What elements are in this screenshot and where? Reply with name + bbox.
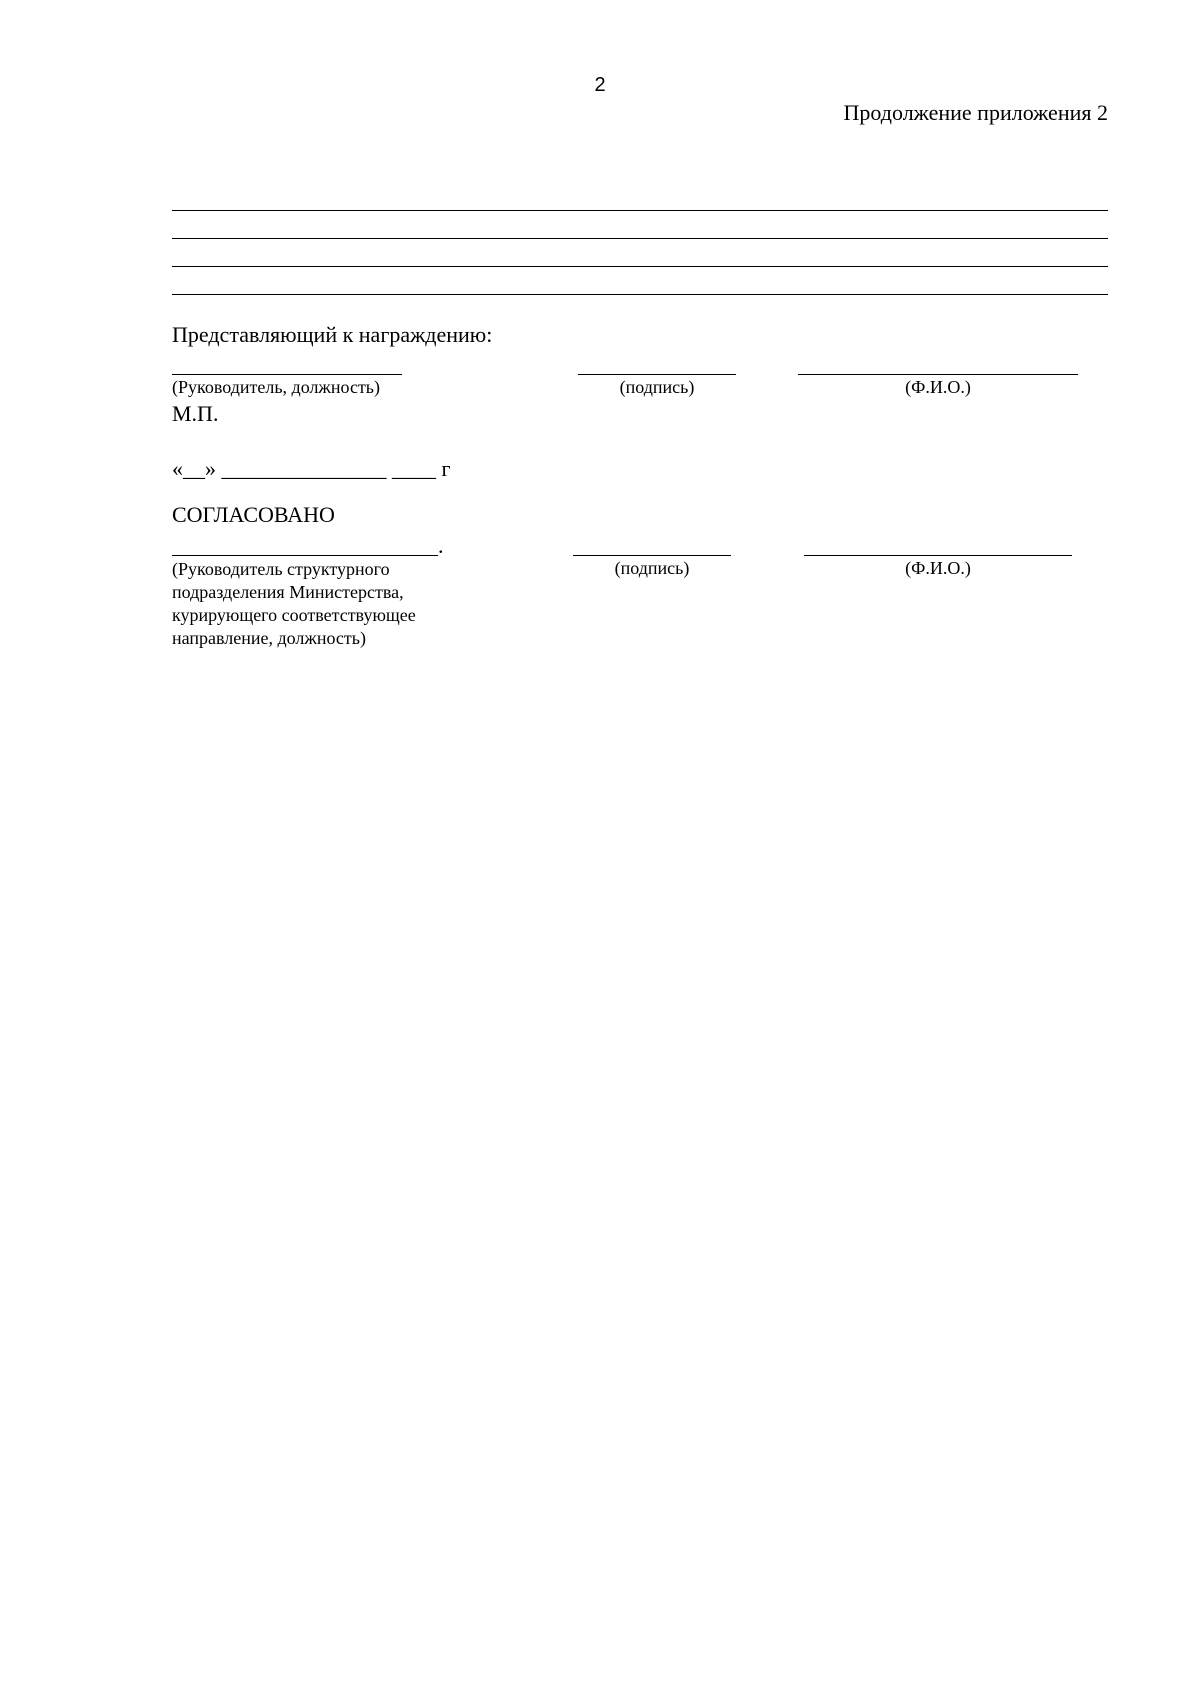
presenter-name-caption: (Ф.И.О.) [905, 377, 971, 397]
blank-rule-2 [172, 238, 1108, 239]
presenter-name-line [798, 374, 1078, 375]
approval-heading: СОГЛАСОВАНО [172, 502, 335, 527]
approval-signature-caption: (подпись) [614, 558, 690, 578]
approval-position-caption-line-3: курирующего соответствующее [172, 605, 416, 625]
approval-signature-line [573, 555, 731, 556]
presenter-signature-line [578, 374, 736, 375]
appendix-label: Продолжение приложения 2 [843, 100, 1108, 125]
presenter-signature-caption: (подпись) [619, 377, 695, 397]
approval-position-caption [172, 558, 472, 650]
presenter-position-line [172, 374, 402, 375]
approval-name-caption: (Ф.И.О.) [905, 558, 971, 578]
presenter-heading: Представляющий к награждению: [172, 322, 493, 347]
page-number: 2 [594, 74, 606, 96]
approval-dot: . [438, 533, 444, 558]
approval-name-line [804, 555, 1072, 556]
seal-label: М.П. [172, 401, 219, 426]
approval-position-caption-line-4: направление, должность) [172, 628, 366, 648]
presenter-position-caption: (Руководитель, должность) [172, 377, 381, 397]
blank-rule-3 [172, 266, 1108, 267]
approval-position-caption-line-1: (Руководитель структурного [172, 559, 390, 579]
date-line: «__» _______________ ____ г [172, 456, 451, 481]
blank-rule-1 [172, 210, 1108, 211]
approval-position-line [172, 555, 438, 556]
blank-rule-4 [172, 294, 1108, 295]
approval-position-caption-line-2: подразделения Министерства, [172, 582, 404, 602]
